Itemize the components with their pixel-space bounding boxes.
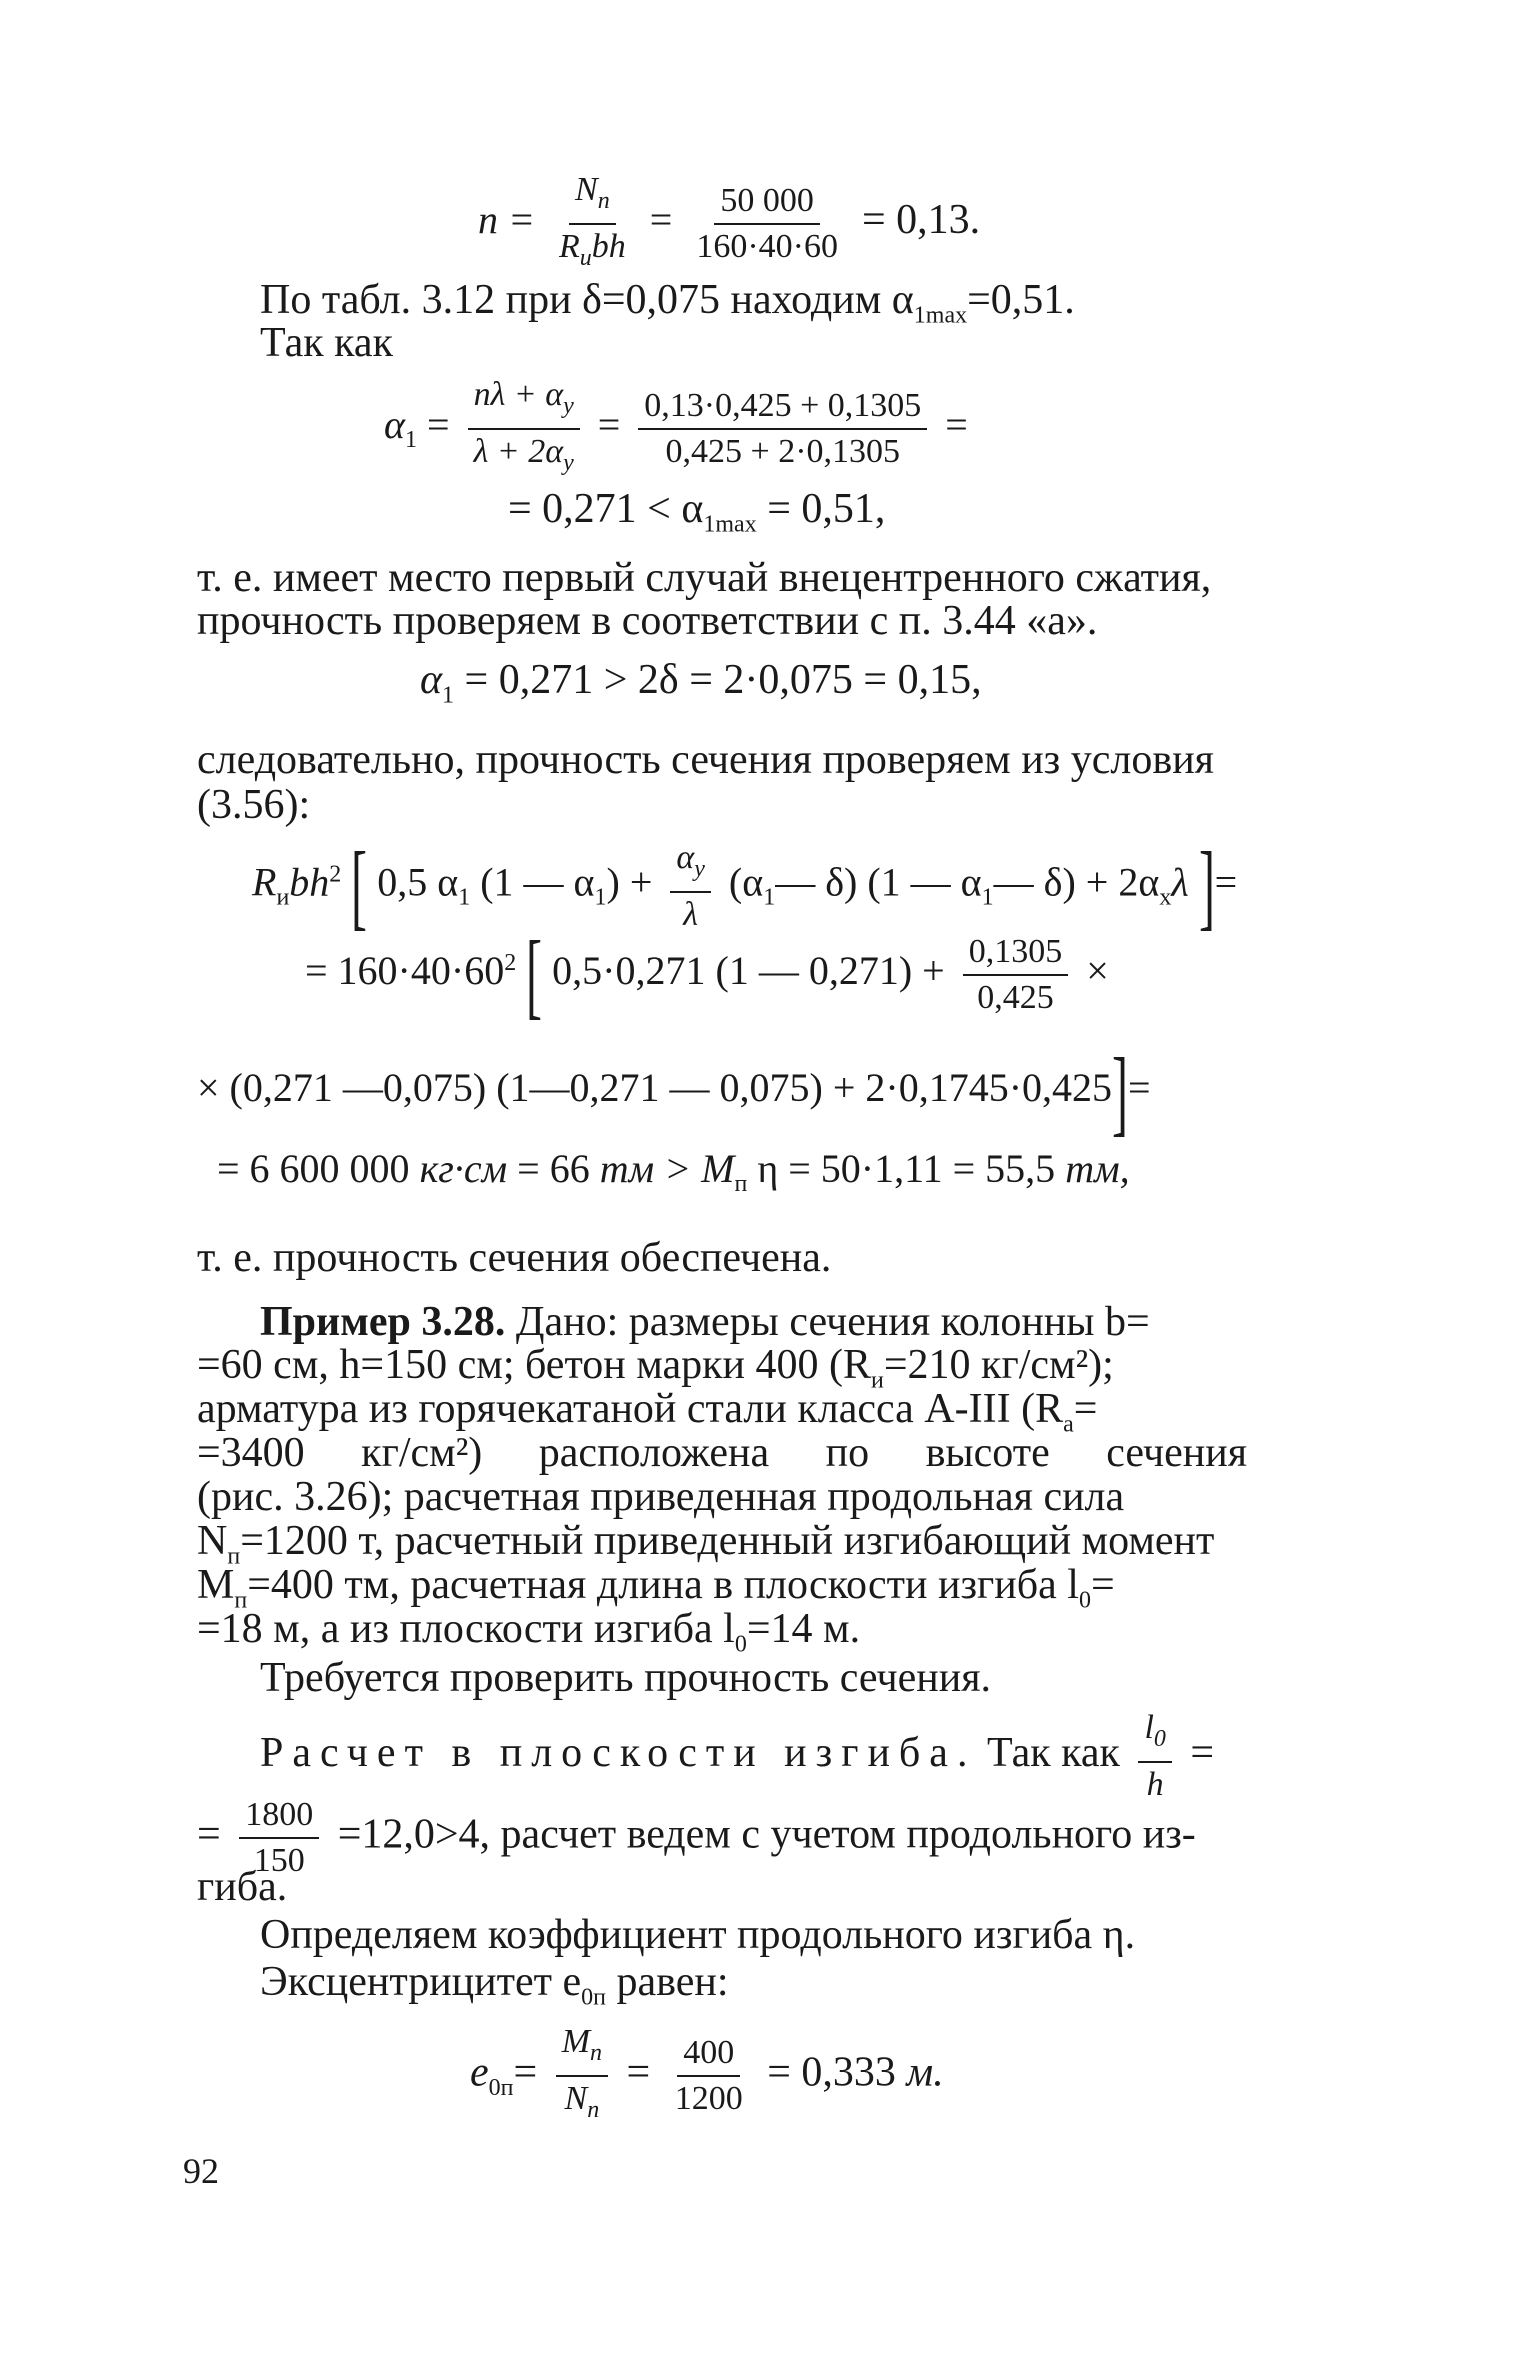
equation-big-line1: $R_иbh^2$ [ 0,5 $\alpha_1$ (1 — $\alpha_1$) + $\frac{\alpha_y}{\lambda}$ ($\alpha_1—$ δ) (1 — $\alpha_1—$ $\delta) + 2\alpha_x\lambda$ ]=	[252, 832, 1238, 940]
example-line: $M_п=400$ тм, расчетная длина в плоскости изгиба $l_0=$	[197, 1562, 1115, 1614]
text-line: Определяем коэффициент продольного изгиба η.	[260, 1912, 1136, 1958]
equation-alpha1: $\alpha_1$ = $\frac{n\lambda + \alpha_y}{\lambda + 2\alpha_y}$ = $\frac{0,13\cdot 0,425 + 0,1305}{0,425 + 2\cdot 0,1305}$ =	[384, 375, 968, 483]
text-line: Так как	[260, 320, 393, 366]
example-title: Пример 3.28.	[260, 1299, 506, 1345]
fraction: $\frac{N_п}{R_иbh}$	[559, 171, 626, 271]
eq-lhs: n =	[478, 196, 535, 242]
text-line: следовательно, прочность сечения проверяем из условия	[197, 737, 1214, 783]
page-number: 92	[183, 2151, 219, 2191]
equation-compare: $\alpha_1 = 0,271 > 2\delta = 2\cdot 0,075 = 0,15$,	[420, 657, 982, 709]
fraction: $\frac{0,13\cdot 0,425 + 0,1305}{0,425 + 2\cdot 0,1305}$	[638, 386, 927, 472]
equation-big-line3: × (0,271 —0,075) (1—0,271 — 0,075) + 2·0,1745·0,425]=	[197, 1038, 1151, 1145]
text-line: гиба.	[197, 1864, 288, 1910]
text-line: Расчет в плоскости изгиба. Так как $\frac{l_0}{h}$ =	[260, 1709, 1215, 1803]
example-line: $N_п=1200$ т, расчетный приведенный изгибающий момент	[197, 1518, 1215, 1570]
text-line: т. е. имеет место первый случай внецентренного сжатия,	[197, 555, 1212, 601]
example-line: =18 м, а из плоскости изгиба $l_0=14$ м.	[197, 1606, 861, 1658]
equation-alpha1-line2: = $0,271 < \alpha_{1max} = 0,51$,	[508, 486, 886, 538]
text-line: По табл. 3.12 при δ=0,075 находим $\alpha_{1max}=0,51$.	[260, 277, 1075, 329]
example-line: Пример 3.28. Дано: размеры сечения колонны b=	[260, 1299, 1150, 1345]
fraction: $\frac{M_п}{N_п}$	[556, 2022, 608, 2130]
text-line: Эксцентрицитет $e_{0п}$ равен:	[260, 1959, 729, 2011]
fraction: $\frac{n\lambda + \alpha_y}{\lambda + 2\alpha_y}$	[468, 375, 580, 483]
text-line: прочность проверяем в соответствии с п. 3.44 «а».	[197, 598, 1098, 644]
fraction: $\frac{l_0}{h}$	[1138, 1708, 1171, 1805]
text-line: Требуется проверить прочность сечения.	[260, 1655, 992, 1701]
text-line: (3.56):	[197, 782, 311, 828]
equation-big-line2: = $160\cdot 40\cdot 60^2$ [ 0,5·0,271 (1 — 0,271) + $\frac{0,1305}{0,425}$ ×	[305, 921, 1109, 1028]
fraction: $\frac{0,1305}{0,425}$	[963, 932, 1069, 1018]
text-line: = $\frac{1800}{150}$ =12,0>4, расчет ведем с учетом продольного из-	[197, 1796, 1196, 1879]
example-line: =60 см, h=150 см; бетон марки 400 ($R_и=210$ кг/см²);	[197, 1342, 1114, 1394]
fraction: $\frac{\alpha_y}{\lambda}$	[670, 838, 711, 935]
equation-eccentricity: $e_{0п}=$ $\frac{M_п}{N_п}$ = $\frac{400}{1200}$ = 0,333 м.	[470, 2022, 944, 2130]
text-line: т. е. прочность сечения обеспечена.	[197, 1235, 832, 1281]
example-line: арматура из горячекатаной стали класса А-III ($R_а=$	[197, 1386, 1098, 1438]
fraction: $\frac{1800}{150}$	[239, 1795, 319, 1881]
equation-n: n = $\frac{N_п}{R_иbh}$ = $\frac{50 000}{160\cdot 40\cdot 60}$ = 0,13.	[478, 170, 980, 278]
fraction: $\frac{50 000}{160\cdot 40\cdot 60}$	[696, 181, 838, 265]
fraction: $\frac{400}{1200}$	[674, 2033, 743, 2117]
example-line: (рис. 3.26); расчетная приведенная продольная сила	[197, 1474, 1125, 1520]
equation-big-line4: = 6 600 000 кг·см = 66 тм > $M_п$ η = 50·1,11 = 55,5 тм,	[217, 1146, 1130, 1197]
example-line: =3400 кг/см²) расположена по высоте сечения	[197, 1430, 1248, 1476]
